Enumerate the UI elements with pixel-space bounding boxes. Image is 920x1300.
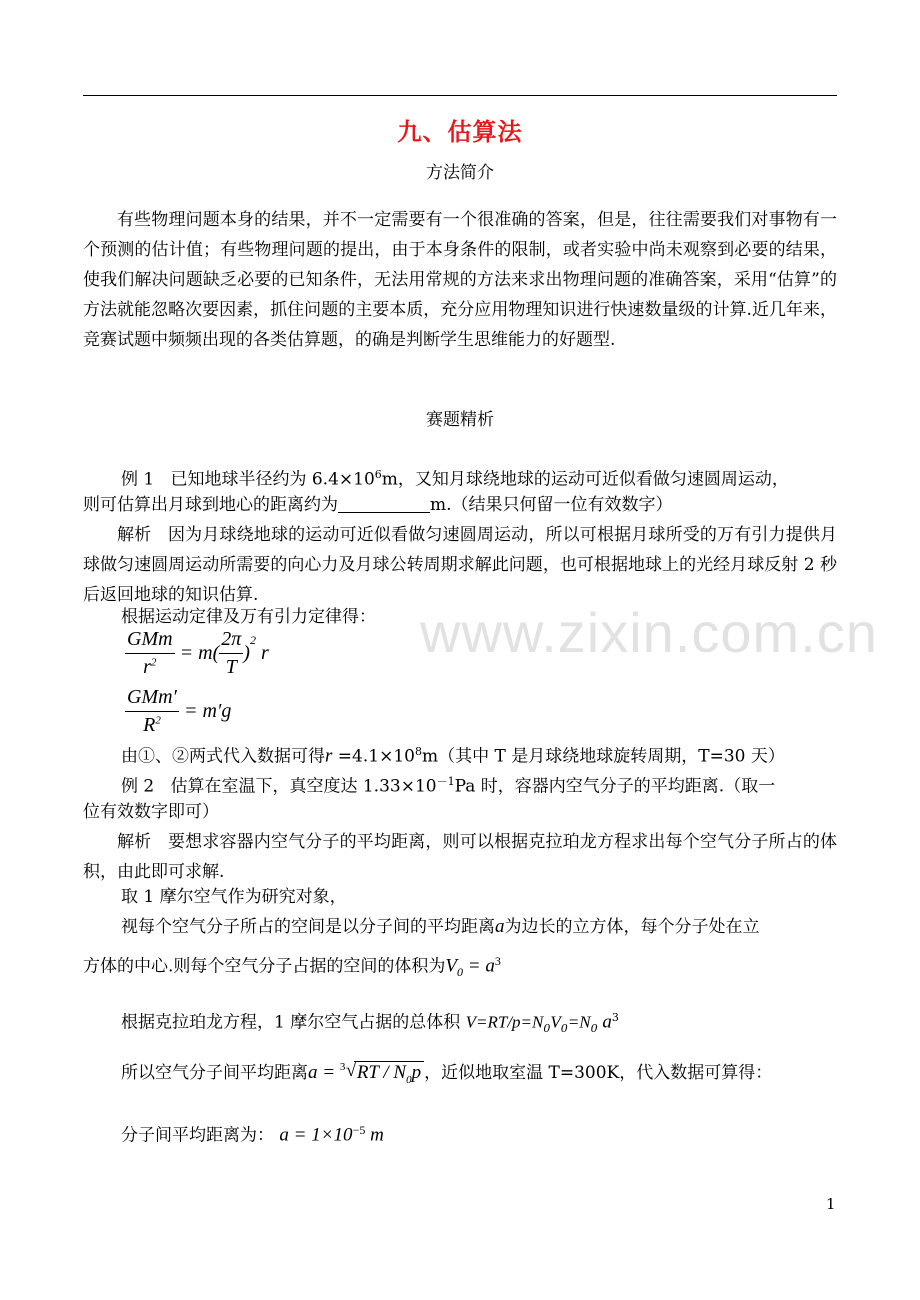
solution-1-paragraph: 解析 因为月球绕地球的运动可近似看做匀速圆周运动，所以可根据月球所受的万有引力提供月球做匀速圆周运动所需要的向心力及月球公转周期求解此问题，也可根据地球上的光经月球反射 2 秒后返回地球的知识估算.	[83, 525, 838, 605]
watermark: www.zixin.com.cn	[420, 601, 878, 664]
cube-line-2: 方体的中心.则每个空气分子占据的空间的体积为$V_0 = a^3$	[83, 954, 501, 980]
cube-line-1: 视每个空气分子所占的空间是以分子间的平均距离a为边长的立方体，每个分子处在立	[121, 916, 760, 937]
section-heading-method: 方法简介	[426, 163, 494, 183]
equation-1: $\frac{\text{GMm}}{r^2}$ = m( $\frac{2\pi}{T}$ )$^2$ r	[127, 628, 269, 678]
final-answer-line: 分子间平均距离为： $a = 1\times 10^{-5}$ m	[121, 1123, 384, 1146]
example-2-line-1: 例 2 估算在室温下，真空度达 $1.33\times 10^{-1}Pa$ 时，容器内空气分子的平均距离.（取一	[121, 775, 776, 797]
clapeyron-line: 根据克拉珀龙方程，1 摩尔空气占据的总体积 $V=RT/p=N_0V_0=N_0$ $a^3$	[121, 1011, 619, 1036]
intro-paragraph: 有些物理问题本身的结果，并不一定需要有一个很准确的答案，但是，往往需要我们对事物有一个预测的估计值；有些物理问题的提出，由于本身条件的限制，或者实验中尚未观察到必要的结果，使我们解决问题缺乏必要的已知条件，无法用常规的方法来求出物理问题的准确答案，采用“估算”的方法就能忽略次要因素，抓住问题的主要本质，充分应用物理知识进行快速数量级的计算.近几年来，竞赛试题中频频出现的各类估算题，的确是判断学生思维能力的好题型.	[83, 210, 837, 350]
example-1-line-1: 例 1 已知地球半径约为 $6.4\times 10^6m$，又知月球绕地球的运动可近似看做匀速圆周运动，	[121, 468, 789, 490]
cube-root: 3 √ RT / $N_0p$	[340, 1058, 424, 1095]
example-1-line-2: 则可估算出月球到地心的距离约为 m.（结果只何留一位有效数字）	[83, 495, 673, 515]
result-line: 由①、②两式代入数据可得$r =4.1\times 10^8m$（其中 T 是月球绕地球旋转周期，T=30 天）	[121, 745, 785, 767]
page-title: 九、估算法	[397, 117, 523, 146]
header-rule	[83, 95, 837, 96]
answer-blank	[338, 494, 430, 513]
distance-formula-line: 所以空气分子间平均距离a = 3 √ RT / $N_0p$ ，近似地取室温 T=300K，代入数据可算得：	[83, 1058, 881, 1095]
law-line: 根据运动定律及万有引力定律得：	[121, 607, 376, 627]
page-number: 1	[826, 1195, 836, 1213]
equation-2: $\frac{\text{GMm′}}{R^2}$ = m′g	[127, 686, 232, 736]
example-2-line-2: 位有效数字即可）	[83, 802, 219, 822]
section-heading-analysis: 赛题精析	[426, 410, 494, 430]
take-line: 取 1 摩尔空气作为研究对象，	[121, 887, 347, 907]
solution-2-paragraph: 解析 要想求容器内空气分子的平均距离，则可以根据克拉珀龙方程求出每个空气分子所占的体积，由此即可求解.	[83, 832, 838, 882]
